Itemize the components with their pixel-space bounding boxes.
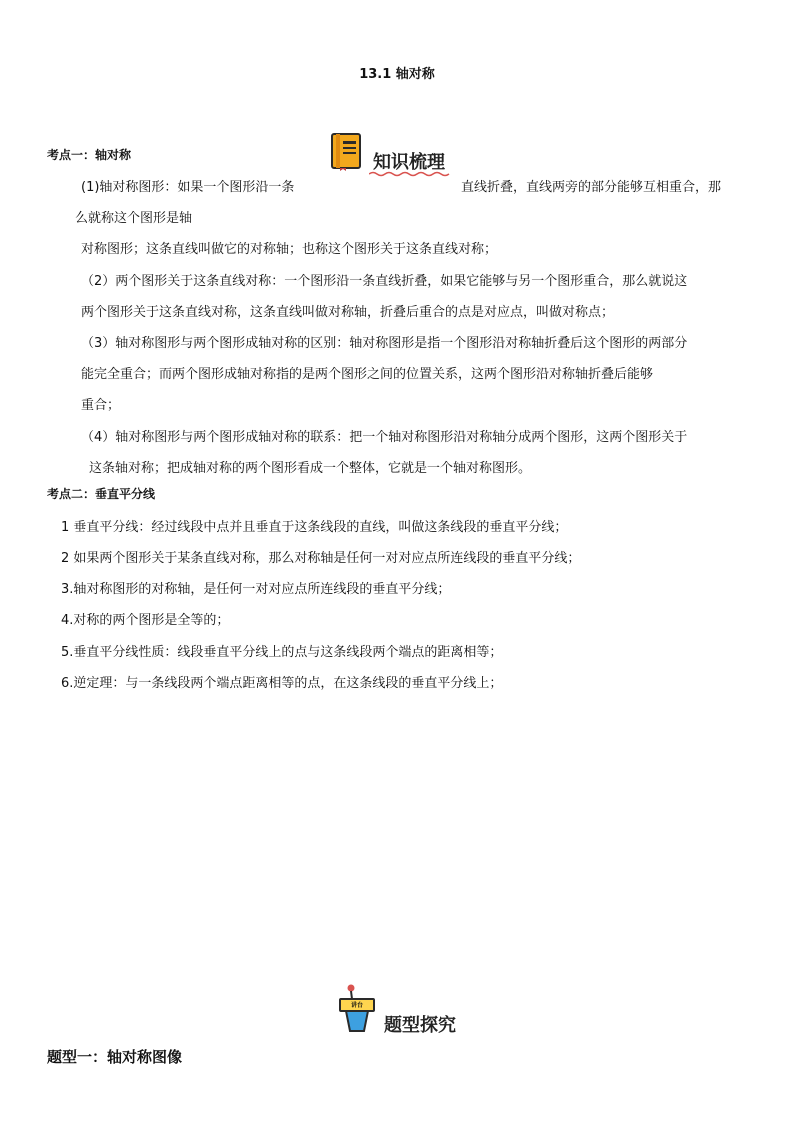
para1-part1: (1)轴对称图形：如果一个图形沿一条: [81, 180, 295, 195]
para4-line1: （4）轴对称图形与两个图形成轴对称的联系：把一个轴对称图形沿对称轴分成两个图形，这两个图形关于: [81, 430, 688, 445]
para3-line2: 能完全重合；而两个图形成轴对称指的是两个图形之间的位置关系，这两个图形沿对称轴折叠后能够: [81, 367, 654, 382]
section-heading-perpendicular-bisector: 考点二：垂直平分线: [47, 487, 156, 501]
para4-line2: 这条轴对称；把成轴对称的两个图形看成一个整体，它就是一个轴对称图形。: [89, 461, 532, 476]
list-item: 5.垂直平分线性质：线段垂直平分线上的点与这条线段两个端点的距离相等；: [61, 645, 503, 660]
notebook-icon: [331, 133, 363, 171]
list-item: 4.对称的两个图形是全等的；: [61, 613, 230, 628]
section-heading-question-type-one: 题型一：轴对称图像: [47, 1048, 183, 1066]
knowledge-badge: [331, 133, 451, 177]
podium-sign: 讲台: [351, 1002, 364, 1009]
list-item: 1 垂直平分线：经过线段中点并且垂直于这条线段的直线，叫做这条线段的垂直平分线；: [61, 520, 568, 535]
para1-part2: 直线折叠，直线两旁的部分能够互相重合，那: [461, 180, 722, 195]
para1-part3: 么就称这个图形是轴: [75, 211, 193, 226]
para2-line1: （2）两个图形关于这条直线对称：一个图形沿一条直线折叠，如果它能够与另一个图形重合，那么就说这: [81, 274, 688, 289]
section-heading-axis-symmetry: 考点一：轴对称: [47, 148, 132, 162]
list-item: 3.轴对称图形的对称轴，是任何一对对应点所连线段的垂直平分线；: [61, 582, 451, 597]
para3-line3: 重合；: [81, 398, 121, 413]
para1-part4: 对称图形；这条直线叫做它的对称轴；也称这个图形关于这条直线对称；: [81, 242, 498, 257]
page-title: 13.1 轴对称: [359, 67, 435, 82]
para3-line1: （3）轴对称图形与两个图形成轴对称的区别：轴对称图形是指一个图形沿对称轴折叠后这个图形的两部分: [81, 336, 688, 351]
para2-line2: 两个图形关于这条直线对称，这条直线叫做对称轴，折叠后重合的点是对应点，叫做对称点；: [81, 305, 615, 320]
wavy-underline: [369, 171, 451, 177]
explore-badge-label: 题型探究: [384, 1015, 456, 1036]
knowledge-badge-label: 知识梳理: [373, 152, 445, 173]
list-item: 6.逆定理：与一条线段两个端点距离相等的点，在这条线段的垂直平分线上；: [61, 676, 503, 691]
explore-badge: [338, 983, 458, 1035]
list-item: 2 如果两个图形关于某条直线对称，那么对称轴是任何一对对应点所连线段的垂直平分线；: [61, 551, 581, 566]
